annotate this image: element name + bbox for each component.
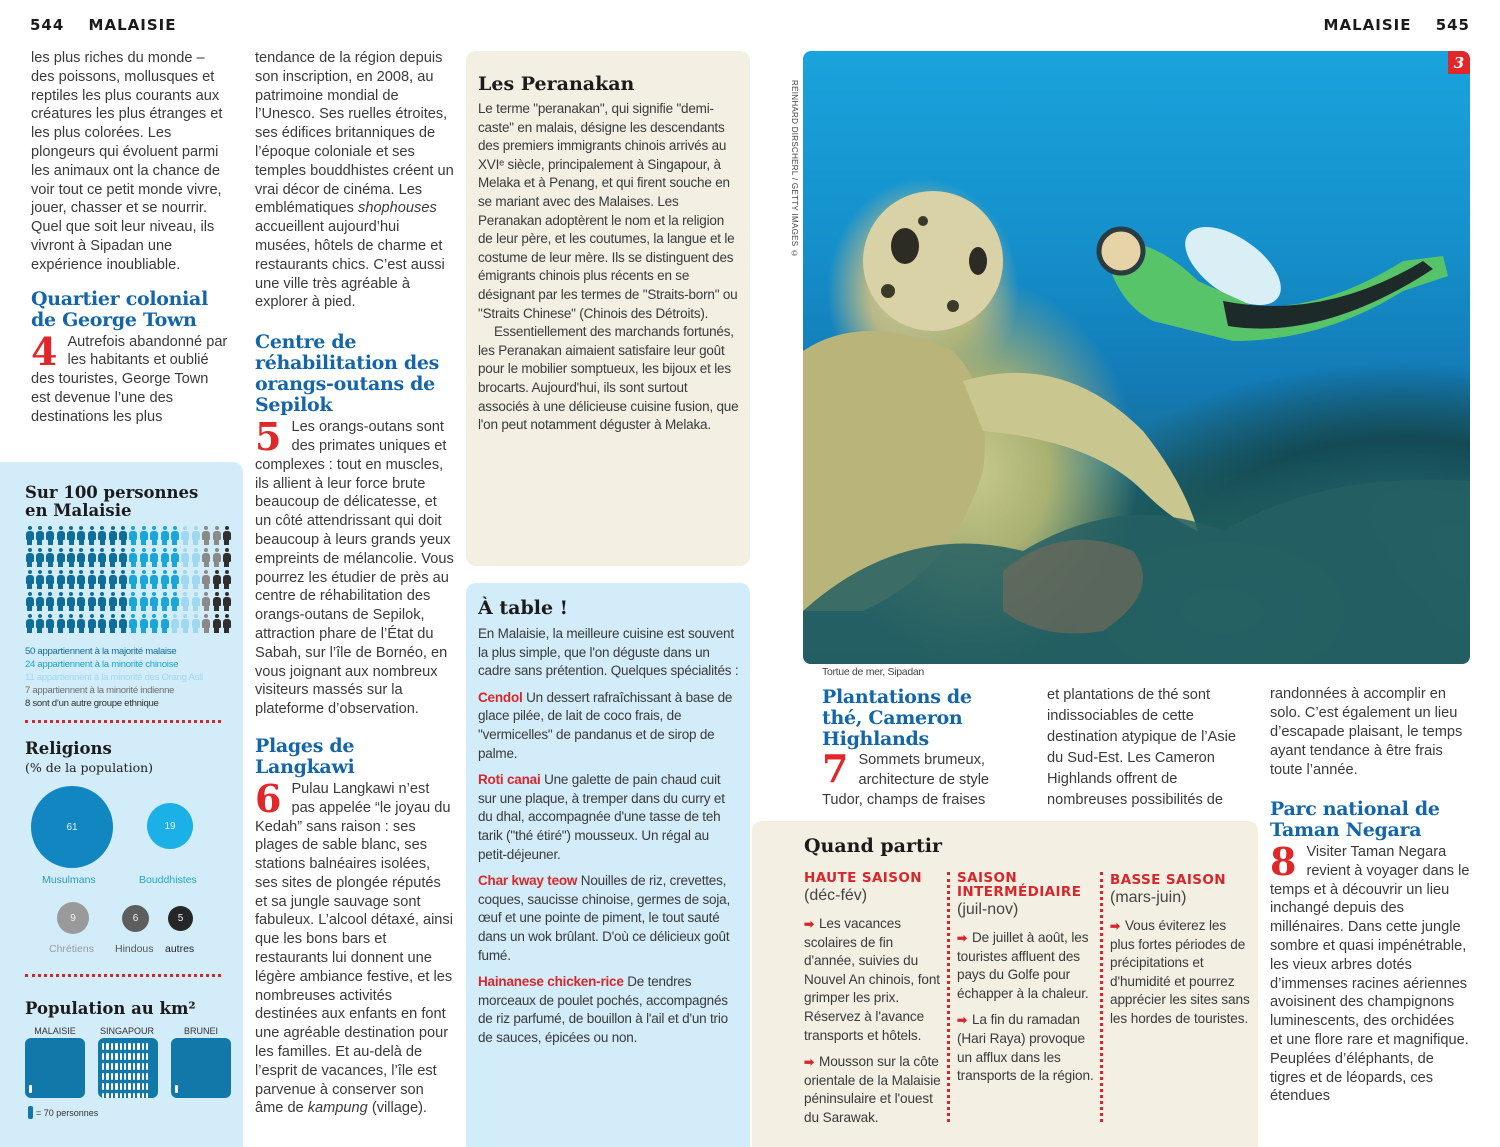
person-icon: [98, 614, 107, 633]
person-icon: [222, 614, 231, 633]
label-chretiens: Chrétiens: [49, 943, 94, 955]
section-cameron-highlands: [822, 687, 1007, 810]
circle-chretiens: 9: [57, 902, 89, 934]
section-title: Plages de Langkawi: [255, 734, 355, 778]
section-name-right: MALAISIE: [1323, 16, 1412, 34]
person-icon: [191, 548, 200, 567]
person-icon: [46, 526, 55, 545]
arrow-icon: ➡: [957, 931, 967, 945]
turtle-diver-illustration: [803, 51, 1470, 664]
a-table-title: À table !: [478, 597, 568, 619]
section-number: 4: [31, 328, 58, 374]
person-icon: [25, 570, 34, 589]
section-taman-negara: [1270, 799, 1470, 1106]
section-text: Pulau Langkawi n’est pas appelée “le joyau du Kedah” sans raison : ses plages de sable blanc, ses stations balnéaires isolées, ses sites de plongée réputés et sa jungle sauvage sont fabuleux. L’alcool détaxé, ainsi que les bons bars et restaurants lui donnent une légère ambiance festive, et les nombreuses activités destinées aux enfants en font une agréable destination pour les familles. Et au-delà de l’esprit de vacances, l’île est parvenue à conserver son âme de kampung (village).: [255, 780, 453, 1117]
section-sepilok: [255, 332, 455, 719]
person-icon: [119, 526, 128, 545]
label-bouddhistes: Bouddhistes: [139, 874, 197, 886]
person-icon: [191, 614, 200, 633]
person-icon: [129, 548, 138, 567]
density-title: Population au km²: [25, 999, 196, 1018]
person-icon: [142, 1093, 144, 1098]
person-icon: [202, 548, 211, 567]
person-icon: [108, 614, 117, 633]
section-text: Visiter Taman Negara revient à voyager dans le temps et à découvrir un lieu inchangé depuis des millénaires. Dans cette jungle sombre et quasi impénétrable, les vieux arbres dotés d’immenses racines aériennes avoisinent des champignons luminescents, des orchidées et une flore rare et magnifique. Peuplées d’éléphants, de tigres et de léopards, ces étendues: [1270, 844, 1470, 1105]
person-icon: [133, 1043, 135, 1050]
section-cameron-highlands-col2: et plantations de thé sont indissociables de cette destination atypique de l’Asie du Sud-Est. Les Cameron Highlands offrent de nombreuses possibilités de: [1047, 687, 1237, 808]
person-icon: [137, 1093, 139, 1098]
person-icon: [111, 1083, 113, 1090]
dish-char-kway-teow: Char kway teow Nouilles de riz, crevettes, coques, saucisse chinoise, germes de soja, œuf et une pointe de piment, le tout sauté dans un wok brûlant. D'où ce délicieux goût fumé.: [478, 873, 730, 963]
person-icon: [181, 592, 190, 611]
person-icon: [181, 548, 190, 567]
a-table-body: [478, 625, 740, 1047]
page-number-right: 545: [1435, 16, 1470, 34]
person-icon: [106, 1083, 108, 1090]
density-label-malaisie: MALAISIE: [34, 1026, 76, 1036]
section-title: Centre de réhabilitation des orangs-outans de Sepilok: [255, 331, 440, 417]
person-icon: [111, 1043, 113, 1050]
person-icon: [129, 526, 138, 545]
person-icon: [77, 570, 86, 589]
person-icon: [111, 1063, 113, 1070]
person-icon: [170, 614, 179, 633]
person-icon: [160, 526, 169, 545]
person-icon: [129, 570, 138, 589]
person-icon: [77, 614, 86, 633]
person-icon: [137, 1043, 139, 1050]
season-name: HAUTE SAISON: [804, 870, 922, 886]
column-divider: [947, 872, 950, 1122]
person-icon: [120, 1053, 122, 1060]
density-box-brunei: [171, 1038, 231, 1098]
person-icon: [212, 548, 221, 567]
person-icon: [150, 592, 159, 611]
person-icon: [128, 1073, 130, 1080]
page-number-left: 544: [30, 16, 65, 34]
person-icon: [102, 1093, 104, 1098]
season-intermediaire: [957, 871, 1097, 1094]
person-icon: [124, 1073, 126, 1080]
person-icon: [98, 548, 107, 567]
person-icon: [29, 1085, 32, 1093]
ethnic-legend: [25, 645, 240, 710]
person-icon: [56, 526, 65, 545]
person-icon: [56, 548, 65, 567]
person-icon: [35, 614, 44, 633]
season-name: SAISON INTERMÉDIAIRE: [957, 870, 1082, 900]
density-box-singapour: [98, 1038, 158, 1098]
divider: [25, 974, 221, 977]
person-icon: [67, 526, 76, 545]
person-icon: [222, 592, 231, 611]
season-range: (mars-juin): [1110, 889, 1187, 906]
season-item: ➡ Mousson sur la côte orientale de la Malaisie péninsulaire et l'ouest du Sarawak.: [804, 1054, 941, 1125]
circle-bouddhistes: 19: [147, 803, 193, 849]
person-icon: [202, 592, 211, 611]
person-icon: [87, 592, 96, 611]
section-title: Parc national de Taman Negara: [1270, 798, 1440, 841]
person-icon: [35, 570, 44, 589]
season-item: ➡ De juillet à août, les touristes affluent des pays du Golfe pour échapper à la chaleur.: [957, 930, 1089, 1001]
person-icon: [67, 570, 76, 589]
section-number: 5: [255, 414, 282, 460]
person-icon: [106, 1073, 108, 1080]
person-icon: [212, 614, 221, 633]
section-langkawi: [255, 736, 455, 1118]
peranakan-body: Le terme "peranakan", qui signifie "demi-caste" en malais, désigne les descendants des premiers immigrants chinois arrivés au XVIᵉ siècle, principalement à Singapour, à Melaka et à Penang, et qui firent souche en se mariant avec des Malaises. Les Peranakan adoptèrent le nom et la religion de leur père, et les coutumes, la langue et le costume de leur mère. Ils se distinguent des émigrants chinois plus récents en se désignant par les termes de "Straits-born" ou "Straits Chinese" (Chinois des Détroits). Essentiellement des marchands fortunés, les Peranakan aimaient satisfaire leur goût pour le mobilier somptueux, les bijoux et les brocarts. Aujourd'hui, ils sont surtout associés à une délicieuse cuisine fusion, que l'on peut notamment déguster à Melaka.: [478, 101, 739, 433]
person-icon: [142, 1073, 144, 1080]
person-icon: [77, 548, 86, 567]
density-label-singapour: SINGAPOUR: [99, 1026, 154, 1036]
person-icon: [212, 570, 221, 589]
person-icon: [191, 526, 200, 545]
arrow-icon: ➡: [804, 917, 814, 931]
photo-caption: Tortue de mer, Sipadan: [822, 666, 924, 678]
person-icon: [191, 592, 200, 611]
person-icon: [129, 592, 138, 611]
person-icon: [146, 1063, 148, 1070]
legend-chinese: 24 appartiennent à la minorité chinoise: [25, 659, 179, 670]
person-icon: [108, 570, 117, 589]
person-icon: [139, 526, 148, 545]
section-cameron-highlands-col3: randonnées à accomplir en solo. C’est également un lieu d’escapade plaisant, le temps ayant tendance à être frais toute l’année.: [1270, 686, 1463, 778]
person-icon: [98, 570, 107, 589]
person-icon: [56, 592, 65, 611]
person-icon: [111, 1053, 113, 1060]
density-label-brunei: BRUNEI: [183, 1026, 218, 1036]
person-icon: [170, 548, 179, 567]
person-icon: [115, 1093, 117, 1098]
person-icon: [160, 592, 169, 611]
person-icon: [119, 592, 128, 611]
person-icon: [150, 548, 159, 567]
person-icon: [160, 570, 169, 589]
season-range: (déc-fév): [804, 887, 868, 904]
person-icon: [87, 526, 96, 545]
person-icon: [133, 1063, 135, 1070]
section-number: 7: [822, 746, 849, 791]
person-icon: [133, 1083, 135, 1090]
legend-malay: 50 appartiennent à la majorité malaise: [25, 646, 177, 657]
section-number: 8: [1270, 839, 1297, 884]
person-icon: [115, 1073, 117, 1080]
page-header-left: [30, 16, 176, 34]
person-icon: [115, 1043, 117, 1050]
person-icon: [77, 526, 86, 545]
dish-roti-canai: Roti canai Une galette de pain chaud cuit sur une plaque, à tremper dans du curry et du dhal, accompagnée d'une tasse de teh tarik ("thé étiré") mousseux. Un régal au petit-déjeuner.: [478, 772, 725, 862]
person-icon: [129, 614, 138, 633]
person-icon: [124, 1083, 126, 1090]
person-icon: [108, 592, 117, 611]
legend-other: 8 sont d’un autre groupe ethnique: [25, 698, 159, 709]
person-icon: [25, 526, 34, 545]
person-icon: [111, 1073, 113, 1080]
religions-subtitle: (% de la population): [25, 760, 154, 775]
section-text: Autrefois abandonné par les habitants et oublié des touristes, George Town est devenue l’une des destinations les plus: [31, 333, 228, 425]
person-icon: [124, 1043, 126, 1050]
person-icon: [150, 614, 159, 633]
person-icon: [115, 1083, 117, 1090]
person-icon: [120, 1043, 122, 1050]
density-key: = 70 personnes: [28, 1106, 98, 1119]
person-icon: [133, 1073, 135, 1080]
person-icon: [142, 1053, 144, 1060]
person-icon: [128, 1093, 130, 1098]
person-icon: [106, 1063, 108, 1070]
person-icon: [137, 1063, 139, 1070]
a-table-intro: En Malaisie, la meilleure cuisine est souvent la plus simple, que l'on déguste dans un cadre sans prétention. Quelques spécialités :: [478, 626, 739, 679]
arrow-icon: ➡: [804, 1055, 814, 1070]
label-autres: autres: [165, 943, 195, 955]
person-icon: [124, 1093, 126, 1098]
person-icon: [28, 1106, 33, 1119]
person-icon: [108, 548, 117, 567]
person-icon: [137, 1083, 139, 1090]
infographic-panel: [0, 462, 243, 1147]
person-icon: [146, 1043, 148, 1050]
person-icon: [120, 1083, 122, 1090]
section-title: Quartier colonial de George Town: [31, 287, 208, 331]
person-icon: [102, 1083, 104, 1090]
person-icon: [142, 1043, 144, 1050]
person-icon: [67, 548, 76, 567]
density-box-malaisie: [25, 1038, 85, 1098]
person-icon: [150, 570, 159, 589]
section-title: Plantations de thé, Cameron Highlands: [822, 686, 972, 750]
person-icon: [98, 592, 107, 611]
person-icon: [35, 548, 44, 567]
person-icon: [133, 1093, 135, 1098]
column-divider: [1100, 872, 1103, 1122]
person-icon: [137, 1073, 139, 1080]
person-icon: [212, 526, 221, 545]
person-icon: [87, 614, 96, 633]
section-text: Les orangs-outans sont des primates uniques et complexes : tout en muscles, ils allient à leur force brute beaucoup de délicatesse, et un côté attendrissant qui doit beaucoup à leurs grands yeux empreints de mélancolie. Vous pourrez les étudier de près au centre de réhabilitation des orangs-outans de Sepilok, attraction phare de l’État du Sabah, sur l’île de Bornéo, en vous joignant aux nombreux visiteurs massés sur la plateforme d’observation.: [255, 419, 454, 718]
person-icon: [222, 548, 231, 567]
circle-musulmans: 61: [31, 786, 113, 868]
person-icon: [181, 614, 190, 633]
person-icon: [25, 592, 34, 611]
person-icon: [120, 1073, 122, 1080]
person-icon: [106, 1093, 108, 1098]
photo-sea-turtle-diver: [803, 51, 1470, 664]
person-icon: [212, 592, 221, 611]
divider: [25, 720, 221, 723]
person-icon: [146, 1093, 148, 1098]
person-icon: [128, 1053, 130, 1060]
person-icon: [137, 1053, 139, 1060]
person-icon: [150, 526, 159, 545]
peranakan-title: Les Peranakan: [478, 73, 635, 95]
person-icon: [46, 592, 55, 611]
season-basse: [1110, 873, 1250, 1037]
season-item: ➡ Les vacances scolaires de fin d'année, suivies du Nouvel An chinois, font grimper les prix. Réservez à l'avance transports et hôtels.: [804, 916, 940, 1043]
person-icon: [160, 614, 169, 633]
person-icon: [56, 614, 65, 633]
person-icon: [202, 614, 211, 633]
person-icon: [98, 526, 107, 545]
person-icon: [111, 1093, 113, 1098]
person-icon: [106, 1053, 108, 1060]
person-icon: [67, 614, 76, 633]
person-icon: [56, 570, 65, 589]
person-icon: [128, 1043, 130, 1050]
person-icon: [46, 570, 55, 589]
peranakan-box: [466, 51, 750, 566]
person-icon: [119, 548, 128, 567]
person-icon: [35, 592, 44, 611]
person-icon: [191, 570, 200, 589]
ethnic-title: Sur 100 personnes en Malaisie: [25, 483, 199, 520]
circle-autres: 5: [168, 906, 193, 931]
person-icon: [139, 548, 148, 567]
person-icon: [119, 570, 128, 589]
section-text: Sommets brumeux, architecture de style Tudor, champs de fraises: [822, 752, 990, 808]
person-icon: [46, 548, 55, 567]
person-icon: [139, 570, 148, 589]
person-icon: [119, 614, 128, 633]
person-icon: [170, 592, 179, 611]
person-icon: [128, 1083, 130, 1090]
person-icon: [139, 614, 148, 633]
person-icon: [202, 570, 211, 589]
photo-number-badge: 3: [1448, 51, 1470, 74]
person-icon: [102, 1073, 104, 1080]
season-item: ➡ Vous éviterez les plus fortes périodes de précipitations et d'humidité et pourrez apprécier les sites sans les hordes de touristes.: [1110, 918, 1250, 1026]
person-icon: [175, 1085, 178, 1093]
person-icon: [202, 526, 211, 545]
person-icon: [146, 1073, 148, 1080]
person-icon: [160, 548, 169, 567]
legend-indian: 7 appartiennent à la minorité indienne: [25, 685, 175, 696]
season-range: (juil-nov): [957, 901, 1019, 918]
dish-cendol: Cendol Un dessert rafraîchissant à base de glace pilée, de lait de coco frais, de "vermicelles" de pandanus et de sirop de palme.: [478, 689, 733, 761]
label-hindous: Hindous: [115, 943, 154, 955]
person-icon: [102, 1043, 104, 1050]
person-icon: [139, 592, 148, 611]
circle-hindous: 6: [122, 905, 149, 932]
person-icon: [222, 526, 231, 545]
people-pictogram-grid: [25, 526, 233, 633]
person-icon: [87, 548, 96, 567]
religions-title: Religions: [25, 739, 112, 758]
person-icon: [146, 1053, 148, 1060]
season-name: BASSE SAISON: [1110, 872, 1226, 888]
person-icon: [25, 548, 34, 567]
arrow-icon: ➡: [957, 1013, 967, 1028]
column-1: [31, 49, 231, 427]
person-icon: [170, 526, 179, 545]
person-icon: [87, 570, 96, 589]
person-icon: [170, 570, 179, 589]
dish-hainanese-chicken-rice: Hainanese chicken-rice De tendres morceaux de poulet pochés, accompagnés de riz parfumé, de bouillon à l'ail et d'un trio de sauces, épicées ou non.: [478, 974, 728, 1045]
a-table-box: [466, 583, 750, 1147]
season-item: ➡ La fin du ramadan (Hari Raya) provoque un afflux dans les transports de la région.: [957, 1012, 1094, 1084]
person-icon: [106, 1043, 108, 1050]
column-2: [255, 49, 455, 1118]
person-icon: [181, 570, 190, 589]
person-icon: [108, 526, 117, 545]
person-icon: [133, 1053, 135, 1060]
person-icon: [115, 1063, 117, 1070]
section-george-town: [31, 289, 231, 427]
person-icon: [222, 570, 231, 589]
person-icon: [77, 592, 86, 611]
person-icon: [124, 1053, 126, 1060]
person-icon: [124, 1063, 126, 1070]
person-icon: [120, 1063, 122, 1070]
person-icon: [142, 1063, 144, 1070]
intro-paragraph: les plus riches du monde – des poissons, mollusques et reptiles les plus courants aux créatures les plus étranges et les plus colorées. Les plongeurs qui évoluent parmi les animaux ont la chance de voir tout ce petit monde vivre, jouer, chasser et se nourrir. Quel que soit leur niveau, ils vivront à Sipadan une expérience inoubliable.: [31, 50, 223, 273]
person-icon: [35, 526, 44, 545]
photo-credit: REINHARD DIRSCHERL / GETTY IMAGES ©: [790, 80, 799, 259]
person-icon: [102, 1063, 104, 1070]
person-icon: [181, 526, 190, 545]
person-icon: [102, 1053, 104, 1060]
section-name-left: MALAISIE: [88, 16, 177, 34]
person-icon: [46, 614, 55, 633]
person-icon: [115, 1053, 117, 1060]
section-number: 6: [255, 775, 282, 821]
quand-partir-title: Quand partir: [804, 835, 943, 857]
person-icon: [25, 614, 34, 633]
arrow-icon: ➡: [1110, 919, 1120, 933]
person-icon: [120, 1093, 122, 1098]
george-town-continued: tendance de la région depuis son inscription, en 2008, au patrimoine mondial de l’Unesco. Ses ruelles étroites, ses édifices britanniques de l’époque coloniale et ses temples bouddhistes créent un vrai décor de cinéma. Les emblématiques shophouses accueillent aujourd’hui musées, hôtels de charme et restaurants chics. C’est aussi une ville très agréable à explorer à pied.: [255, 50, 454, 311]
person-icon: [146, 1083, 148, 1090]
season-haute: [804, 871, 944, 1136]
person-icon: [142, 1083, 144, 1090]
legend-orang-asli: 11 appartiennent à la minorité des Orang Asli: [25, 672, 203, 683]
person-icon: [128, 1063, 130, 1070]
person-icon: [67, 592, 76, 611]
page-header-right: [1324, 16, 1470, 34]
label-musulmans: Musulmans: [42, 874, 96, 886]
